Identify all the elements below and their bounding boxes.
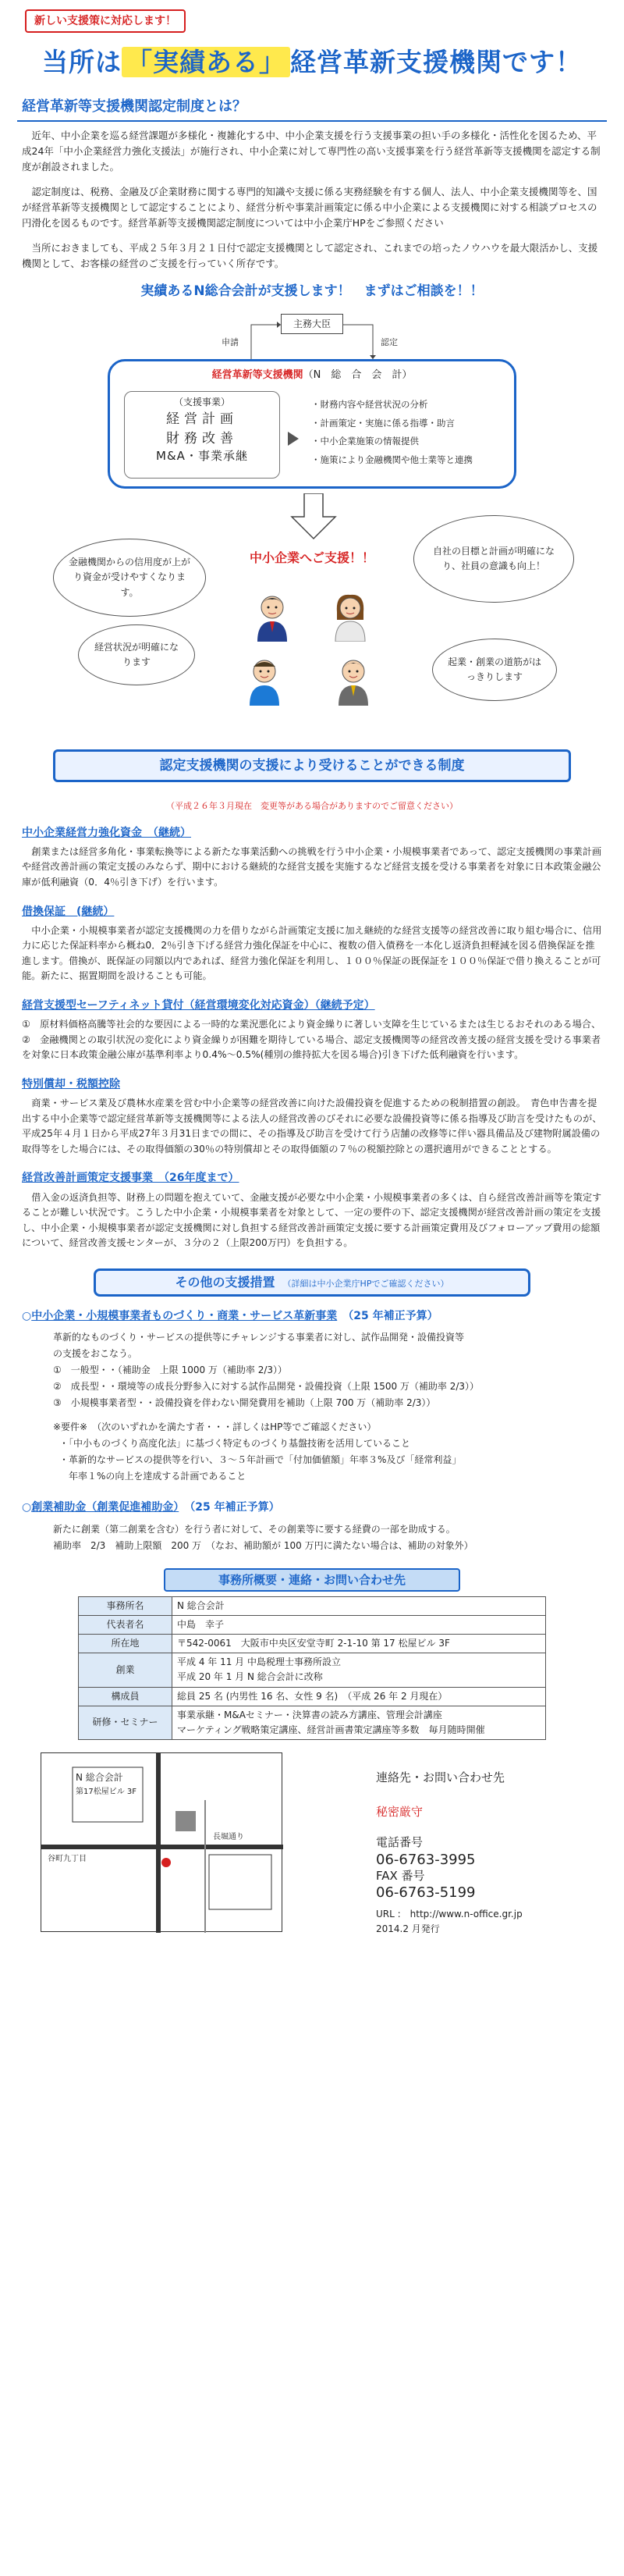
table-row: [79, 1634, 546, 1653]
fax-label: FAX 番号: [376, 1868, 425, 1883]
support-item-safety-net-loan: [17, 997, 607, 1063]
office-key: 研修・セミナー: [79, 1706, 172, 1739]
phone-block: [376, 1835, 610, 1902]
support-item-body: 創業または経営多角化・事業転換等による新たな事業活動への挑戦を行う中小企業・小規模事業者であって、認定支援機関の事業計画や経営改善計画の策定支援のみならず、期中における継続的な経営支援を実施するなど経営支援を受ける事業者を対象に日本政策金融公庫が低利融資（0．4％引き下げ）を行います。: [22, 845, 602, 888]
office-value: [172, 1706, 546, 1739]
support-item-refinance-guarantee: [17, 903, 607, 984]
down-arrow-icon: [290, 493, 337, 540]
office-name-label: （N 総 合 会 計）: [303, 368, 413, 381]
office-value: 総員 25 名 (内男性 16 名、女性 9 名) （平成 26 年 2 月現在）: [172, 1687, 546, 1706]
office-map: [41, 1752, 282, 1932]
service-financial-improvement: 財務改善: [166, 430, 238, 447]
support-item-body: ① 原材料価格高騰等社会的な要因による一時的な業況悪化により資金繰りに著しい支障を生じているまたは生じるおそれのある場合、② 金融機関との取引状況の変化により資金繰りが困難を期待している場合、認定支援機関等の経営改善支援の経営支援を受ける事業者を対象に日本政策金融公庫が基準利率より0.4%～0.5%(種別の維持拡大を図る場合)引き下げた低利融資を行います。: [22, 1019, 601, 1061]
office-value: N 総合会計: [172, 1596, 546, 1615]
startup-subsidy-title: 創業補助金（創業促進補助金）: [31, 1501, 179, 1514]
cloud-credit: 金融機関からの信用度が上がり資金が受けやすくなります。: [53, 539, 206, 617]
support-item-heading: 経営支援型セーフティネット貸付（経営環境変化対応資金）（継続予定）: [22, 998, 375, 1012]
monozukuri-line: ・「中小ものづくり高度化法」に基づく特定ものづくり基盤技術を活用していること: [59, 1438, 411, 1450]
monozukuri-line: ① 一般型・・（補助金 上限 1000 万（補助率 2/3））: [53, 1364, 288, 1376]
contact-block: [376, 1768, 610, 1937]
worker-icon: [243, 656, 285, 706]
support-item-improvement-plan: [17, 1169, 607, 1251]
monozukuri-line: の支援をおこなう。: [53, 1348, 138, 1360]
other-measures-note: （詳細は中小企業庁HPでご確認ください）: [282, 1278, 449, 1289]
title-prefix: 当所は: [42, 47, 122, 78]
support-item-sme-fund: [17, 824, 607, 891]
minister-arrows: [17, 281, 607, 367]
support-sme-label: 中小企業へご支援！！: [249, 550, 374, 565]
intro-paragraph-3: 当所におきましても、平成２５年３月２１日付で認定支援機関として認定され、これまでの培ったノウハウを最大限活かし、支援機関として、お客様の経営のご支援を行っていく所存です。: [22, 241, 598, 269]
office-value-line: 平成 4 年 11 月 中島税理士事務所設立: [177, 1656, 341, 1668]
office-key: 構成員: [79, 1687, 172, 1706]
contact-heading: 連絡先・お問い合わせ先: [376, 1770, 505, 1785]
startup-subsidy-line: 補助率 2/3 補助上限額 200 万 （なお、補助額が 100 万円に満たない場合は、補助の対象外）: [53, 1539, 473, 1551]
support-item-heading: 特別償却・税額控除: [22, 1077, 120, 1091]
section-heading-certification: 経営革新等支援機関認定制度とは？: [17, 91, 607, 122]
monozukuri-line: 革新的なものづくり・サービスの提供等にチャレンジする事業者に対し、試作品開発・設備投資等: [53, 1332, 465, 1343]
spacer: [53, 1411, 607, 1419]
support-services-label: （支援事業）: [173, 396, 230, 407]
phone-label: 電話番号: [376, 1835, 424, 1850]
support-activities-list: [311, 396, 473, 469]
support-item-body: 商業・サービス業及び農林水産業を営む中小企業等の経営改善に向けた設備投資を促進するための税制措置の創設。 青色申告書を提出する中小企業等で認定経営革新等支援機関等による法人の経営改善のびそれに必要な設備投資等に係る指導及び助言を受けたものが、平成25年４月１日から平成27年３月31日までの間に、その指導及び助言を受けて行う店舗の改修等に伴い器具備品及び建物附属設備の取得等をした場合には、その取得価額の30％の特別償却とその取得価額の７％の税額控除との選択適用ができることとする。: [22, 1098, 602, 1155]
support-item-heading: 中小企業経営力強化資金 （継続）: [22, 826, 191, 839]
table-row: [79, 1653, 546, 1687]
monozukuri-heading: ○中小企業・小規模事業者ものづくり・商業・サービス革新事業 （25 年補正予算）: [22, 1309, 438, 1322]
office-key: 所在地: [79, 1634, 172, 1653]
office-value-line: マーケティング戦略策定講座、経営計画書策定講座等多数 毎月随時開催: [177, 1724, 485, 1735]
businessman-icon: [251, 592, 293, 642]
support-item-heading: 経営改善計画策定支援事業 （26年度まで）: [22, 1172, 239, 1185]
service-business-plan: 経営計画: [166, 411, 238, 428]
title-suffix: 経営革新支援機関です！: [290, 47, 582, 78]
table-row: [79, 1615, 546, 1634]
startup-subsidy-line: 新たに創業（第二創業を含む）を行う者に対して、その創業等に要する経費の一部を助成する。: [53, 1523, 456, 1535]
office-key: 代表者名: [79, 1615, 172, 1634]
arrow-right-icon: [288, 432, 299, 446]
page-title: [17, 42, 607, 84]
monozukuri-line: ・革新的なサービスの提供等を行い、３～５年計画で「付加価値額」年率３%及び「経常利益」: [59, 1454, 462, 1466]
monozukuri-title: 中小企業・小規模事業者ものづくり・商業・サービス革新事業: [31, 1309, 338, 1322]
monozukuri-requirements: ※要件※ （次のいずれかを満たす者・・・詳しくはHP等でご確認ください）: [53, 1421, 377, 1433]
monozukuri-body: [17, 1329, 607, 1485]
list-item: ・ 中小企業施策の情報提供: [311, 432, 473, 451]
office-info-table: [78, 1596, 546, 1741]
support-diagram: [17, 281, 607, 796]
validity-note: （平成２６年３月現在 変更等がある場合がありますのでご留意ください）: [166, 800, 458, 811]
title-highlight: 「実績ある」: [122, 47, 290, 77]
cloud-startup: 起業・創業の道筋がはっきりします: [432, 639, 557, 701]
list-item: ・ 財務内容や経営状況の分析: [311, 396, 473, 415]
intro-paragraph-2: 認定制度は、税務、金融及び企業財務に関する専門的知識や支援に係る実務経験を有する個人、法人、中小企業支援機関等を、国が経営革新等支援機関として認定することにより、経営分析や事業計画策定に係る中小企業による支援機関に対する相談プロセスの円滑化を図るものです。経営革新等支援機関認定制度については中小企業庁HPをご参照ください: [22, 185, 597, 229]
office-value: 中島 幸子: [172, 1615, 546, 1634]
monozukuri-line: ③ 小規模事業者型・・設備投資を伴わない開発費用を補助（上限 700 万（補助率 2/3））: [53, 1397, 436, 1409]
support-organization-box: [108, 359, 516, 489]
support-item-heading: 借換保証 (継続）: [22, 905, 115, 918]
cloud-goals: 自社の目標と計画が明確になり、社員の意識も向上！: [413, 515, 574, 603]
table-row: [79, 1706, 546, 1739]
businessman-2-icon: [332, 656, 374, 706]
diagram-title: 実績あるN総合会計が支援します！ まずはご相談を！！: [140, 283, 484, 299]
list-item: ・ 計画策定・実施に係る指導・助言: [311, 415, 473, 433]
support-organization-heading: [110, 368, 514, 384]
office-key: 創業: [79, 1653, 172, 1687]
service-ma-succession: M&A・事業承継: [156, 449, 248, 464]
list-item: ・ 施策により金融機関や他士業等と連携: [311, 451, 473, 470]
startup-subsidy-budget-tag: （25 年補正予算）: [190, 1501, 280, 1514]
map-office-name: N 総合会計: [76, 1772, 123, 1784]
office-value-line: 平成 20 年 1 月 N 総合会計に改称: [177, 1671, 323, 1683]
confidentiality-label: 秘密厳守: [376, 1805, 424, 1820]
other-measures-heading: [94, 1268, 530, 1297]
certify-label: 認定: [381, 336, 398, 347]
office-key: 事務所名: [79, 1596, 172, 1615]
issue-date: 2014.2 月発行: [376, 1923, 440, 1935]
support-item-body: 中小企業・小規模事業者が認定支援機関の力を借りながら計画策定支援に加え継続的な経営支援等の経営改善に取り組む場合に、信用力に応じた保証料率から概ね0．2％引き下げる経営力強化保証を中心に、複数の借入債務を一本化し返済負担軽減を図る借換保証を推進します。借換が、既保証の同額以内であれば、経営力強化保証を利用し、１００％保証の既保証を１００％保証で借り換えることが可能。新たに、据置期間を設けることも可能。: [22, 924, 602, 982]
support-organization-name: 経営革新等支援機関: [211, 368, 303, 381]
cloud-status-clarity: 経営状況が明確になります: [78, 624, 195, 685]
map-station-label: 谷町九丁目: [48, 1855, 87, 1864]
support-item-tax-depreciation: [17, 1076, 607, 1157]
startup-subsidy-heading: ○創業補助金（創業促進補助金） （25 年補正予算）: [22, 1501, 280, 1514]
office-value: 〒542-0061 大阪市中央区安堂寺町 2-1-10 第 17 松屋ビル 3F: [172, 1634, 546, 1653]
office-value: [172, 1653, 546, 1687]
businesswoman-icon: [329, 592, 371, 642]
monozukuri-line: 年率１%の向上を達成する計画であること: [69, 1471, 246, 1482]
new-support-badge: 新しい支援策に対応します！: [25, 9, 186, 33]
footer: [17, 1752, 607, 1940]
apply-label: 申請: [222, 336, 239, 347]
map-street-label: 長堀通り: [213, 1833, 244, 1842]
intro-paragraph-1: 近年、中小企業を巡る経営課題が多様化・複雑化する中、中小企業支援を行う支援事業の担い手の多様化・活性化を図るため、平成24年「中小企業経営力強化支援法」が施行され、中小企業に対して専門性の高い支援事業を行う経営革新等支援機関を認定する制度が創設されました。: [22, 129, 601, 173]
table-row: [79, 1687, 546, 1706]
monozukuri-budget-tag: （25 年補正予算）: [348, 1309, 438, 1322]
certified-support-systems-heading: 認定支援機関の支援により受けることができる制度: [53, 749, 571, 782]
startup-subsidy-body: [17, 1521, 607, 1554]
office-value-line: 事業承継・M&Aセミナー・決算書の読み方講座、管理会計講座: [177, 1709, 442, 1720]
phone-number[interactable]: 06-6763-3995: [376, 1851, 476, 1868]
fax-number: 06-6763-5199: [376, 1884, 476, 1902]
support-item-body: 借入金の返済負担等、財務上の問題を抱えていて、金融支援が必要な中小企業・小規模事業者の多くは、自ら経営改善計画等を策定することが難しい状況です。こうした中小企業・小規模事業者を対象として、一定の要件の下、認定支援機関が経営改善計画の策定を支援し、中小企業・小規模事業者が認定支援機関に対し負担する経営改善計画策定支援に要する計画策定費用及びフォローアップ費用の総額について、経営改善支援センターが、３分の２（上限200万円）を負担する。: [22, 1191, 602, 1249]
office-info-heading: 事務所概要・連絡・お問い合わせ先: [164, 1568, 460, 1592]
table-row: [79, 1596, 546, 1615]
monozukuri-line: ② 成長型・・環境等の成長分野参入に対する試作品開発・設備投資（上限 1500 万（補助率 2/3））: [53, 1381, 480, 1393]
website-url[interactable]: URL : http://www.n-office.gr.jp: [376, 1908, 523, 1920]
map-building-name: 第17松屋ビル 3F: [76, 1788, 137, 1797]
support-services-box: [124, 391, 280, 479]
other-measures-title: その他の支援措置: [175, 1274, 275, 1290]
minister-box: 主務大臣: [281, 314, 343, 334]
